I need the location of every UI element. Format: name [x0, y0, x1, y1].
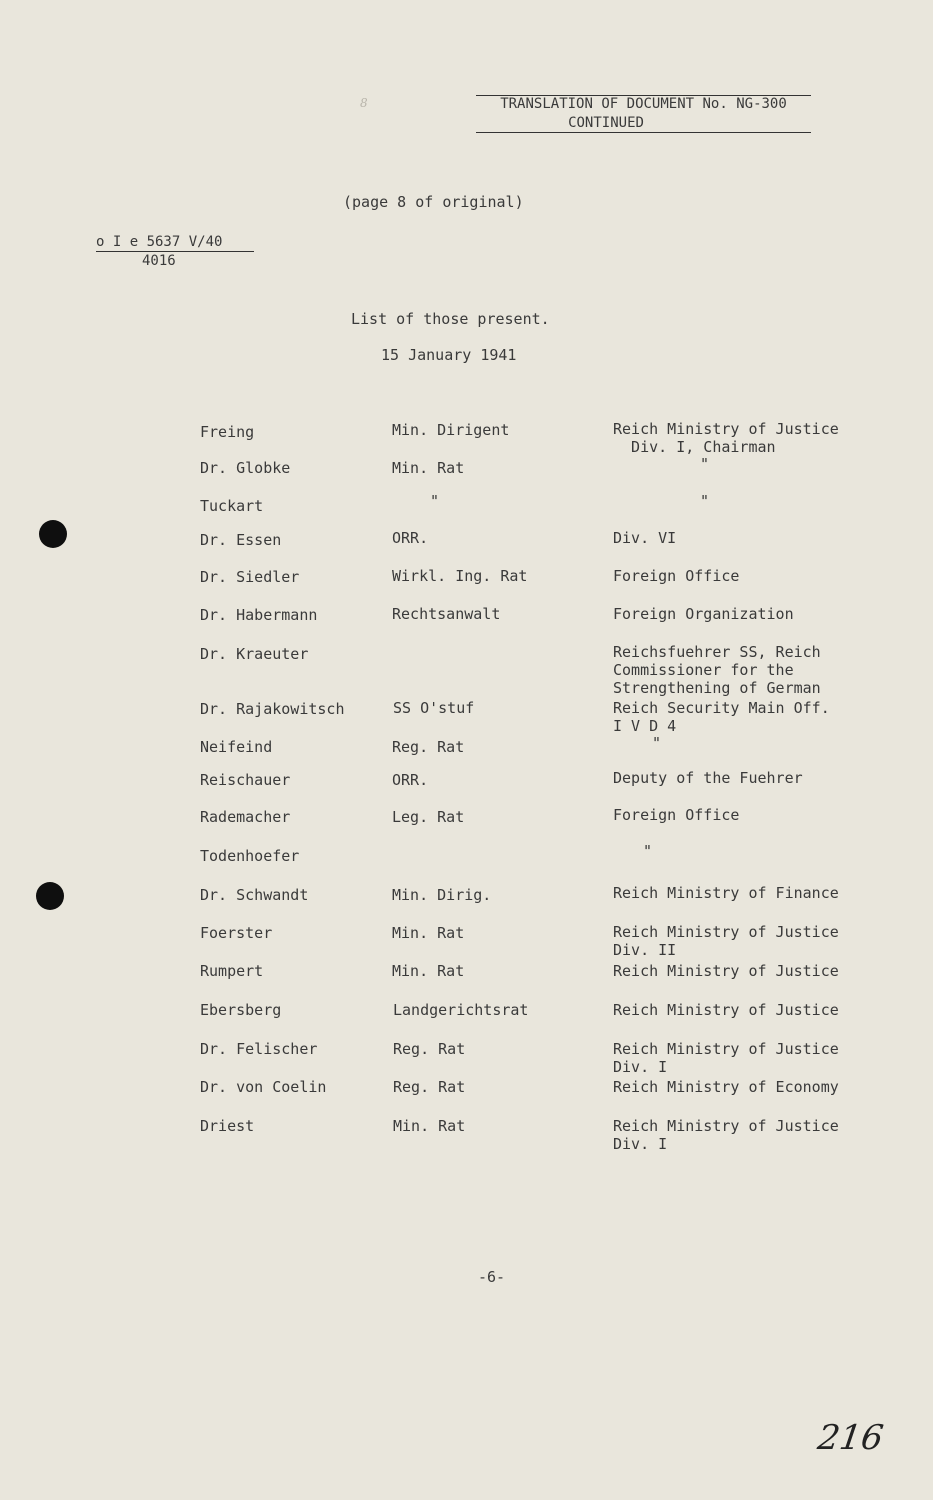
punch-hole-bottom [36, 882, 64, 910]
attendee-title: Reg. Rat [393, 1078, 466, 1096]
attendee-title: Min. Dirig. [392, 886, 492, 904]
attendee-office: Reich Ministry of Justice Div. I, Chairman [613, 420, 839, 456]
attendee-name: Tuckart [200, 497, 264, 515]
attendee-title: Rechtsanwalt [392, 605, 501, 623]
header-subtitle: CONTINUED [568, 115, 644, 131]
attendee-name: Dr. Felischer [200, 1040, 318, 1058]
punch-hole-top [39, 520, 67, 548]
attendee-office: Foreign Organization [613, 605, 794, 623]
attendee-name: Dr. Kraeuter [200, 645, 309, 663]
header-title: TRANSLATION OF DOCUMENT No. NG-300 [500, 96, 787, 112]
attendee-office: Reich Ministry of Finance [613, 884, 839, 902]
attendee-name: Todenhoefer [200, 847, 300, 865]
file-reference: o I e 5637 V/40 [96, 234, 223, 250]
attendee-office: Reich Ministry of Justice [613, 962, 839, 980]
attendee-title: " [430, 492, 440, 510]
page-note: (page 8 of original) [343, 193, 524, 211]
attendee-office: Reich Ministry of Economy [613, 1078, 839, 1096]
attendee-name: Neifeind [200, 738, 273, 756]
attendee-name: Dr. Essen [200, 531, 282, 549]
attendee-title: Reg. Rat [393, 1040, 466, 1058]
attendee-name: Dr. Schwandt [200, 886, 309, 904]
attendee-name: Rumpert [200, 962, 264, 980]
attendee-name: Ebersberg [200, 1001, 282, 1019]
header-rule-bottom [476, 132, 811, 133]
attendee-name: Freing [200, 423, 255, 441]
handwritten-number: 216 [815, 1418, 886, 1458]
attendee-office: " [652, 734, 662, 752]
list-title: List of those present. [351, 310, 550, 328]
attendee-title: SS O'stuf [393, 699, 475, 717]
attendee-name: Dr. Siedler [200, 568, 300, 586]
attendee-name: Dr. Habermann [200, 606, 318, 624]
attendee-name: Dr. Globke [200, 459, 291, 477]
attendee-name: Driest [200, 1117, 255, 1135]
attendee-title: Landgerichtsrat [393, 1001, 529, 1019]
attendee-office: Reich Ministry of Justice Div. I [613, 1117, 839, 1153]
list-date: 15 January 1941 [381, 346, 517, 364]
attendee-name: Dr. von Coelin [200, 1078, 327, 1096]
attendee-office: Foreign Office [613, 567, 740, 585]
attendee-name: Foerster [200, 924, 273, 942]
attendee-title: Min. Rat [392, 459, 465, 477]
attendee-title: Min. Dirigent [392, 421, 510, 439]
page-number: -6- [478, 1268, 506, 1286]
attendee-office: Reich Ministry of Justice Div. II [613, 923, 839, 959]
attendee-office: Foreign Office [613, 806, 740, 824]
attendee-title: Wirkl. Ing. Rat [392, 567, 528, 585]
attendee-name: Dr. Rajakowitsch [200, 700, 345, 718]
file-reference-number: 4016 [142, 253, 176, 269]
attendee-name: Rademacher [200, 808, 291, 826]
attendee-office: " [643, 842, 653, 860]
attendee-title: Min. Rat [393, 1117, 466, 1135]
attendee-office: " [700, 455, 710, 473]
attendee-office: " [700, 492, 710, 510]
attendee-office: Reich Ministry of Justice [613, 1001, 839, 1019]
attendee-name: Reischauer [200, 771, 291, 789]
attendee-title: Leg. Rat [392, 808, 465, 826]
attendee-title: Reg. Rat [392, 738, 465, 756]
file-reference-underline [96, 251, 254, 252]
attendee-office: Reichsfuehrer SS, Reich Commissioner for the Strengthening of German [613, 643, 821, 697]
corner-mark: 8 [360, 96, 368, 110]
attendee-title: ORR. [392, 771, 429, 789]
attendee-office: Reich Ministry of Justice Div. I [613, 1040, 839, 1076]
attendee-title: Min. Rat [392, 924, 465, 942]
attendee-office: Deputy of the Fuehrer [613, 769, 803, 787]
attendee-office: Reich Security Main Off. I V D 4 [613, 699, 830, 735]
attendee-title: ORR. [392, 529, 429, 547]
attendee-title: Min. Rat [392, 962, 465, 980]
attendee-office: Div. VI [613, 529, 677, 547]
